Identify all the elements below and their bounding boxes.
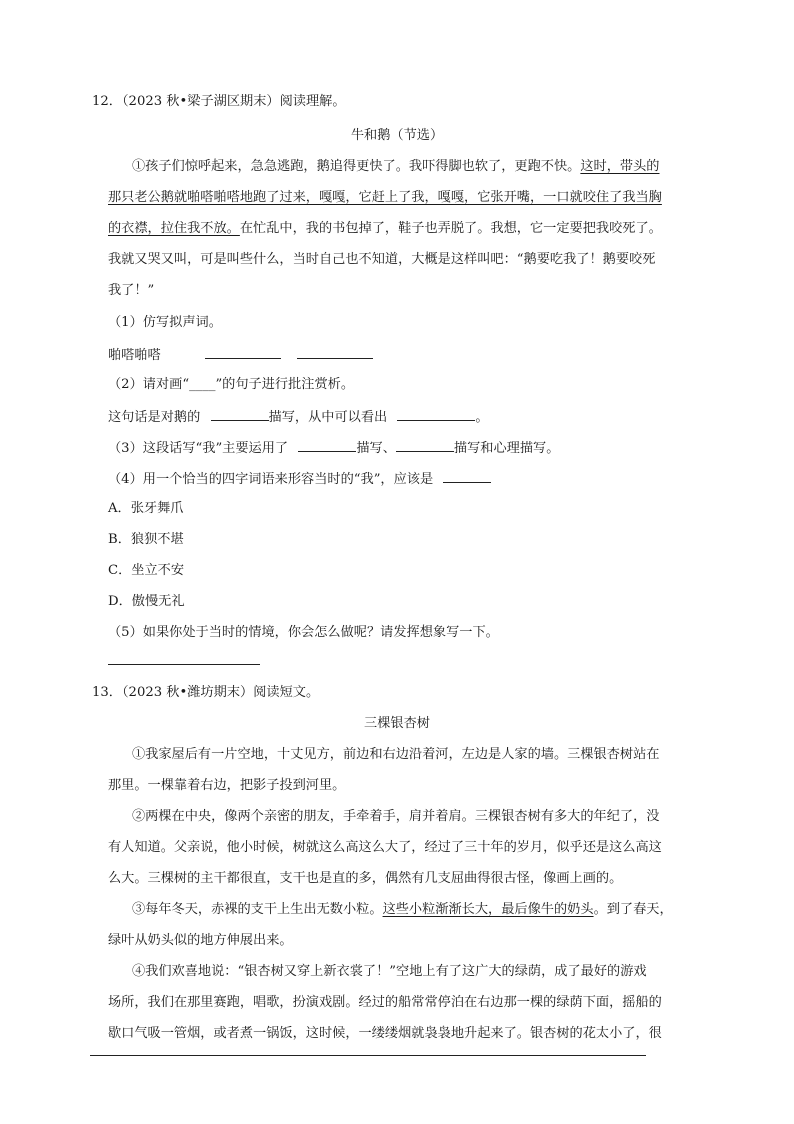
sub-question-4: （4）用一个恰当的四字词语来形容当时的“我”，应该是 [108,468,491,490]
passage-line: ①我家屋后有一片空地，十丈见方，前边和右边沿着河，左边是人家的墙。三棵银杏树站在 [132,747,660,762]
passage-line: 场所，我们在那里赛跑，唱歌，扮演戏剧。经过的船常常停泊在右边那一棵的绿荫下面，摇船的 [108,995,662,1010]
passage-line: ②两棵在中央，像两个亲密的朋友，手牵着手，肩并着肩。三棵银杏树有多大的年纪了，没 [132,809,660,824]
underlined-sentence: 这些小粒渐渐长大，最后像牛的奶头 [382,902,594,917]
passage-line: ①孩子们惊呼起来，急急逃跑，鹅追得更快了。我吓得脚也软了，更跑不快。这时，带头的 [132,159,660,174]
passage-line: 的衣襟，拉住我不放。在忙乱中，我的书包掉了，鞋子也弄脱了。我想，它一定要把我咬死了。 [108,221,662,236]
option-c[interactable]: C．坐立不安 [108,563,185,578]
passage-line: 我就又哭又叫，可是叫些什么，当时自己也不知道，大概是这样叫吧：“鹅要吃我了！鹅要咬死 [108,252,656,267]
underlined-sentence: 的衣襟，拉住我不放。 [108,221,240,236]
sub-question-5: （5）如果你处于当时的情境，你会怎么做呢？请发挥想象写一下。 [108,625,499,640]
question-13-header: 13．（2023 秋•潍坊期末）阅读短文。 [92,685,320,700]
passage-line: 那里。一棵靠着右边，把影子投到河里。 [108,778,346,793]
passage-line: 歇口气吸一管烟，或者煮一锅饭，这时候，一缕缕烟就袅袅地升起来了。银杏树的花太小了，很 [108,1026,662,1041]
passage-line: 绿叶从奶头似的地方伸展出来。 [108,933,293,948]
example-onomatopoeia: 啪嗒啪嗒 [108,348,161,363]
answer-line[interactable] [108,664,260,665]
answer-blank[interactable] [297,344,373,359]
passage-line [108,188,662,208]
passage-line: 我了！” [108,283,155,298]
passage-line: 么大。三棵树的主干都很直，支干也是直的多，偶然有几支屈曲得很古怪，像画上画的。 [108,871,623,886]
option-d[interactable]: D．傲慢无礼 [108,594,185,609]
passage-title-niu-he-e: 牛和鹅（节选） [350,128,444,143]
option-b[interactable]: B．狼狈不堪 [108,532,184,547]
underlined-sentence: 这时，带头的 [580,159,660,174]
answer-blank[interactable] [397,406,475,421]
answer-blank[interactable] [205,344,281,359]
passage-title-san-ke-yin-xing-shu: 三棵银杏树 [364,716,430,731]
sub-question-1-answer-row [108,344,373,366]
answer-blank[interactable] [298,437,356,452]
passage-line: ③每年冬天，赤裸的支干上生出无数小粒。这些小粒渐渐长大，最后像牛的奶头。到了春天， [132,902,673,917]
footer-divider [90,1055,646,1056]
answer-blank[interactable] [396,437,454,452]
answer-blank[interactable] [443,468,491,483]
sub-question-2: （2）请对画“____”的句子进行批注赏析。 [108,377,355,392]
passage-line: ④我们欢喜地说：“银杏树又穿上新衣裳了！”空地上有了这广大的绿荫，成了最好的游戏 [132,964,647,979]
passage-line: 有人知道。父亲说，他小时候，树就这么高这么大了，经过了三十年的岁月，似乎还是这么高这 [108,840,662,855]
question-12-header: 12．（2023 秋•梁子湖区期末）阅读理解。 [92,94,346,109]
answer-blank[interactable] [211,406,269,421]
underlined-sentence: 那只老公鹅就啪嗒啪嗒地跑了过来，嘎嘎，它赶上了我，嘎嘎，它张开嘴，一口就咬住了我当胸 [108,190,662,205]
sub-question-2-answer-row: 这句话是对鹅的 描写，从中可以看出 。 [108,406,489,428]
sub-question-1: （1）仿写拟声词。 [108,315,222,330]
option-a[interactable]: A．张牙舞爪 [108,501,184,516]
sub-question-3: （3）这段话写“我”主要运用了 描写、 描写和心理描写。 [108,437,559,459]
